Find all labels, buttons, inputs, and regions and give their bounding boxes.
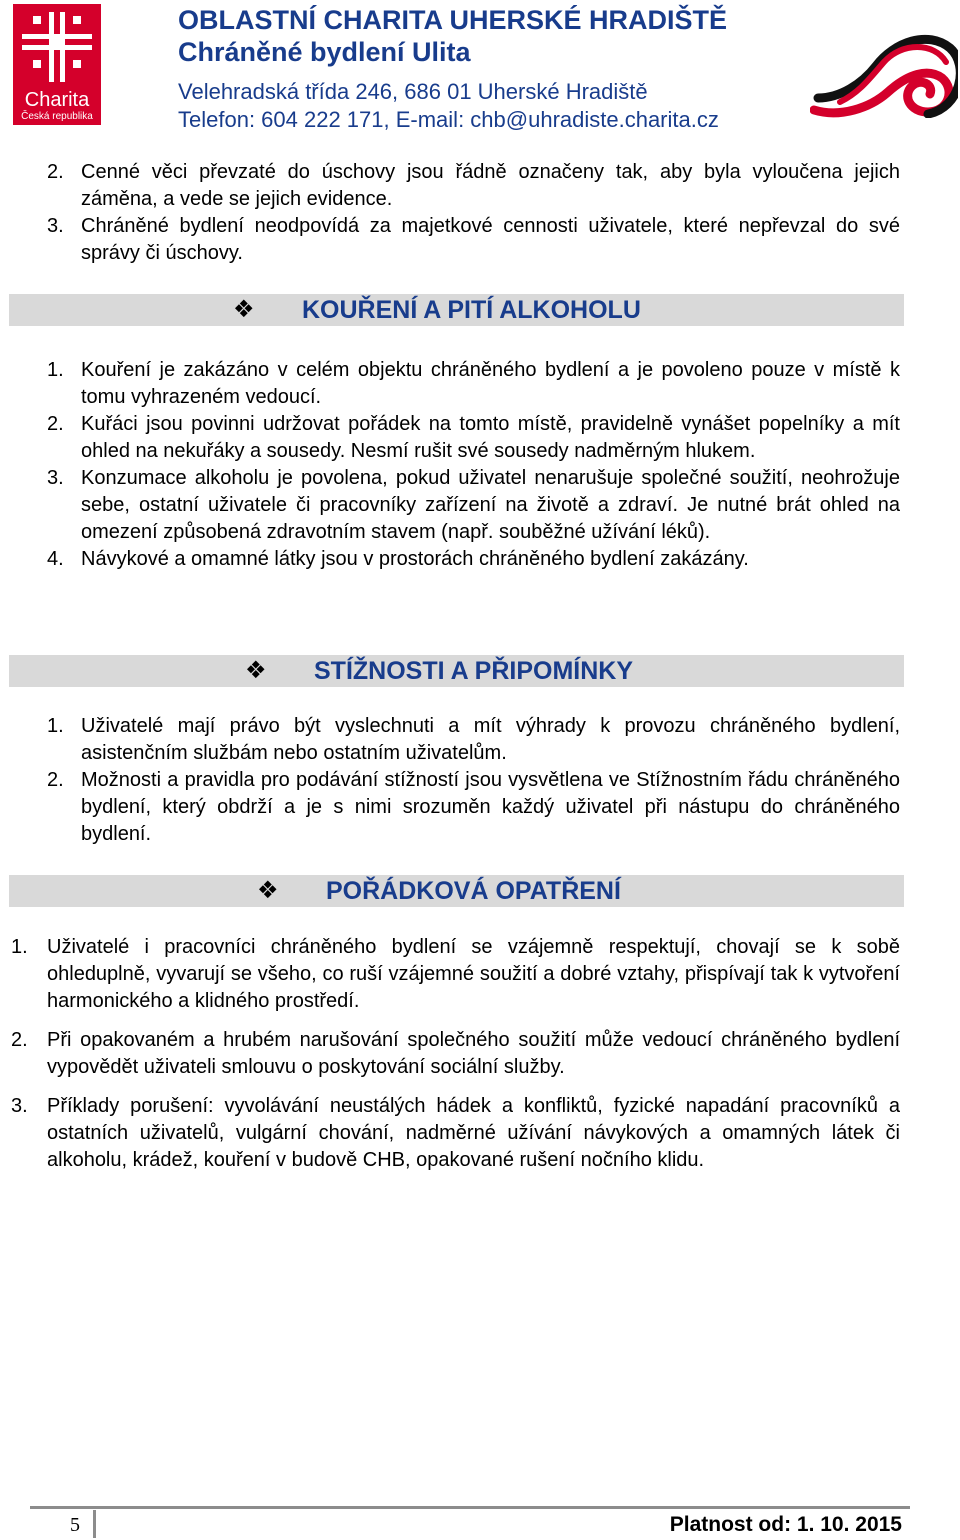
section-heading-smoking bbox=[9, 294, 904, 326]
list-item bbox=[0, 934, 960, 1015]
section-heading-complaints bbox=[9, 655, 904, 687]
diamond-bullet-icon: ❖ bbox=[245, 657, 267, 684]
smoking-list bbox=[0, 357, 960, 573]
list-item bbox=[0, 159, 960, 213]
item-text: Cenné věci převzaté do úschovy jsou řádně označeny tak, aby byla vyloučena jejich záměna, a vede se jejich evidence. bbox=[81, 161, 900, 210]
address: Velehradská třída 246, 686 01 Uherské Hradiště bbox=[178, 79, 648, 104]
page-number-separator bbox=[93, 1510, 96, 1538]
validity-date: Platnost od: 1. 10. 2015 bbox=[669, 1513, 902, 1536]
charita-cross-icon bbox=[13, 4, 101, 90]
section-title: POŘÁDKOVÁ OPATŘENÍ bbox=[326, 877, 621, 905]
list-item bbox=[0, 213, 960, 267]
logo-subtitle: Česká republika bbox=[21, 111, 93, 122]
list-item bbox=[0, 767, 960, 848]
item-text: Kuřáci jsou povinni udržovat pořádek na tomto místě, pravidelně vynášet popelníky a mít ohled na nekuřáky a sousedy. Nesmí rušit své sousedy nadměrným hlukem. bbox=[81, 413, 900, 462]
item-number: 3. bbox=[11, 1095, 28, 1117]
letterhead bbox=[178, 4, 798, 134]
item-number: 4. bbox=[47, 548, 64, 570]
diamond-bullet-icon: ❖ bbox=[233, 296, 255, 323]
list-item bbox=[0, 357, 960, 411]
section-heading-order bbox=[9, 875, 904, 907]
list-item bbox=[0, 546, 960, 573]
item-text: Uživatelé i pracovníci chráněného bydlení se vzájemně respektují, chovají se k sobě ohleduplně, vyvarují se všeho, co ruší vzájemné soužití a dobré vztahy, přispívají tak k vytvoření harmonického a klidného prostředí. bbox=[47, 936, 900, 1012]
charita-logo bbox=[13, 4, 101, 125]
item-number: 1. bbox=[11, 936, 28, 958]
item-number: 2. bbox=[47, 413, 64, 435]
item-text: Chráněné bydlení neodpovídá za majetkové cennosti uživatele, které nepřevzal do své správy či úschovy. bbox=[81, 215, 900, 264]
item-number: 2. bbox=[47, 769, 64, 791]
item-text: Konzumace alkoholu je povolena, pokud uživatel nenarušuje společné soužití, neohrožuje sebe, ostatní uživatele či pracovníky zařízení na životě a zdraví. Je nutné brát ohled na omezení způsobená zdravotním stavem (např. souběžné užívání léků). bbox=[81, 467, 900, 543]
item-number: 2. bbox=[11, 1029, 28, 1051]
unit-name: Chráněné bydlení Ulita bbox=[178, 37, 471, 67]
item-text: Uživatelé mají právo být vyslechnuti a mít výhrady k provozu chráněného bydlení, asistenčním službám nebo ostatním uživatelům. bbox=[81, 715, 900, 764]
page-number: 5 bbox=[70, 1514, 80, 1536]
ulita-spiral-logo-icon bbox=[810, 28, 958, 118]
list-item bbox=[0, 411, 960, 465]
complaints-list bbox=[0, 713, 960, 848]
footer-divider bbox=[30, 1506, 910, 1509]
item-number: 1. bbox=[47, 715, 64, 737]
intro-list bbox=[0, 159, 960, 267]
organization-name: OBLASTNÍ CHARITA UHERSKÉ HRADIŠTĚ bbox=[178, 5, 728, 35]
item-number: 3. bbox=[47, 467, 64, 489]
diamond-bullet-icon: ❖ bbox=[257, 877, 279, 904]
list-item bbox=[0, 1027, 960, 1081]
item-number: 1. bbox=[47, 359, 64, 381]
item-number: 3. bbox=[47, 215, 64, 237]
contact-info: Telefon: 604 222 171, E-mail: chb@uhradiste.charita.cz bbox=[178, 107, 719, 132]
list-item bbox=[0, 1093, 960, 1174]
item-text: Kouření je zakázáno v celém objektu chráněného bydlení a je povoleno pouze v místě k tomu vyhrazeném vedoucí. bbox=[81, 359, 900, 408]
item-text: Možnosti a pravidla pro podávání stížností jsou vysvětlena ve Stížnostním řádu chráněného bydlení, který obdrží a je s nimi srozuměn každý uživatel při nástupu do chráněného bydlení. bbox=[81, 769, 900, 845]
section-title: KOUŘENÍ A PITÍ ALKOHOLU bbox=[302, 296, 641, 324]
list-item bbox=[0, 713, 960, 767]
logo-name: Charita bbox=[24, 89, 90, 111]
item-text: Při opakovaném a hrubém narušování společného soužití může vedoucí chráněného bydlení vypovědět uživateli smlouvu o poskytování sociální služby. bbox=[47, 1029, 900, 1078]
section-title: STÍŽNOSTI A PŘIPOMÍNKY bbox=[314, 657, 633, 685]
item-text: Příklady porušení: vyvolávání neustálých hádek a konfliktů, fyzické napadání pracovníků a ostatních uživatelů, vulgární chování, nadměrné užívání návykových a omamných látek či alkoholu, krádež, kouření v budově CHB, opakované rušení nočního klidu. bbox=[47, 1095, 900, 1171]
item-number: 2. bbox=[47, 161, 64, 183]
item-text: Návykové a omamné látky jsou v prostorách chráněného bydlení zakázány. bbox=[81, 548, 749, 570]
list-item bbox=[0, 465, 960, 546]
order-list bbox=[0, 934, 960, 1186]
